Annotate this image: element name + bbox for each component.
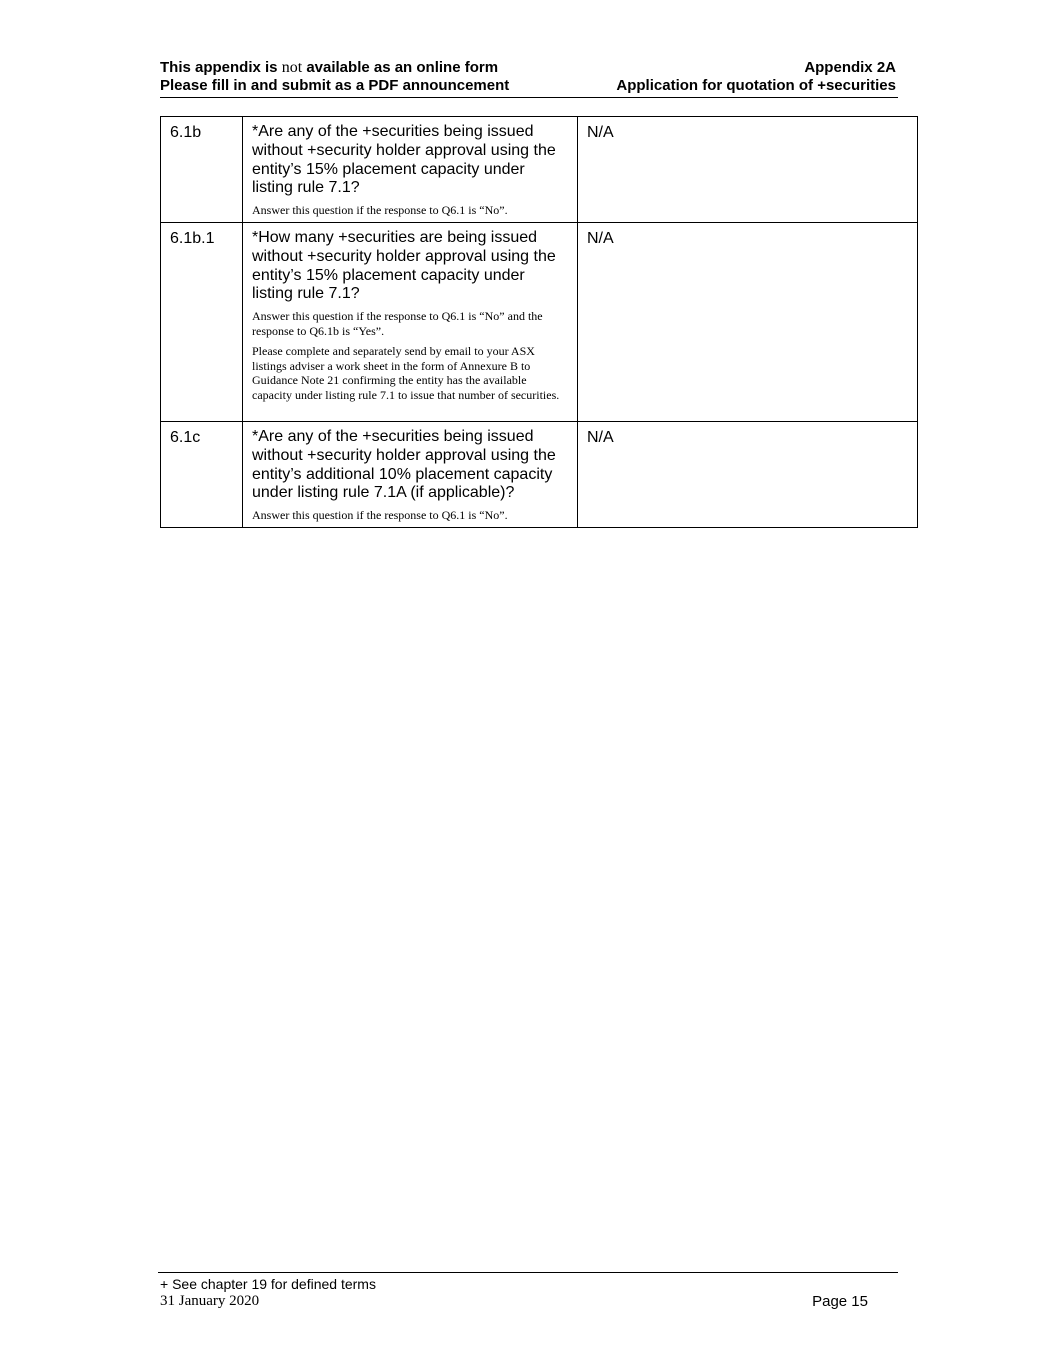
table-row xyxy=(161,117,918,223)
question-note: Answer this question if the response to Q6.1 is “No”. xyxy=(252,508,508,523)
question-text: *How many +securities are being issued without +security holder approval using the entity’s 15% placement capacity under listing rule 7.1? xyxy=(252,228,556,303)
question-text: *Are any of the +securities being issued without +security holder approval using the entity’s additional 10% placement capacity under listing rule 7.1A (if applicable)? xyxy=(252,427,556,502)
answer-cell[interactable] xyxy=(578,421,918,527)
page-header xyxy=(160,59,898,98)
question-cell xyxy=(243,117,578,223)
questions-table xyxy=(160,116,918,528)
question-number: 6.1c xyxy=(170,428,201,446)
question-cell xyxy=(243,421,578,527)
question-note: Please complete and separately send by email to your ASX listings adviser a work sheet in the form of Annexure B to Guidance Note 21 confirming the entity has the available capacity under listing rule 7.1 to issue that number of securities. xyxy=(252,343,560,403)
question-number-cell xyxy=(161,421,243,527)
header-not-word: not xyxy=(281,59,303,76)
answer-value: N/A xyxy=(587,428,614,446)
answer-cell[interactable] xyxy=(578,117,918,223)
question-note: Answer this question if the response to Q6.1 is “No”. xyxy=(252,203,508,218)
question-cell xyxy=(243,222,578,421)
header-application-title: Application for quotation of +securities xyxy=(616,77,896,94)
answer-value: N/A xyxy=(587,229,614,247)
header-submit-instruction: Please fill in and submit as a PDF announcement xyxy=(160,77,510,94)
page-footer xyxy=(158,1272,898,1310)
question-number-cell xyxy=(161,222,243,421)
footer-defined-terms: + See chapter 19 for defined terms xyxy=(160,1276,376,1292)
header-availability-notice: This appendix is not available as an online form xyxy=(160,59,499,76)
question-text: *Are any of the +securities being issued without +security holder approval using the entity’s 15% placement capacity under listing rule 7.1? xyxy=(252,123,556,197)
table-row xyxy=(161,421,918,527)
answer-cell[interactable] xyxy=(578,222,918,421)
header-appendix-title: Appendix 2A xyxy=(804,59,896,76)
table-row xyxy=(161,222,918,421)
question-number: 6.1b xyxy=(170,124,202,141)
question-number-cell xyxy=(161,117,243,223)
answer-value: N/A xyxy=(587,124,614,141)
footer-date: 31 January 2020 xyxy=(160,1293,260,1309)
question-number: 6.1b.1 xyxy=(170,229,215,247)
footer-page-number: Page 15 xyxy=(812,1293,868,1310)
question-note: Answer this question if the response to Q6.1 is “No” and the response to Q6.1b is “Yes”. xyxy=(252,309,543,338)
